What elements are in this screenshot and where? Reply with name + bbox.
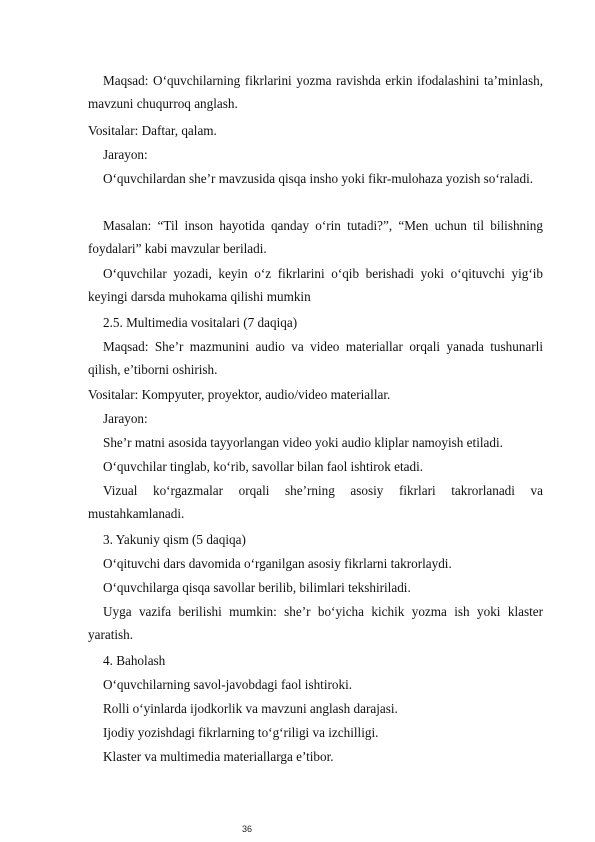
paragraph-cluster-attention: Klaster va multimedia materiallarga e’tibor. bbox=[103, 749, 334, 764]
paragraph-tools-computer: Vositalar: Kompyuter, proyektor, audio/video materiallar. bbox=[88, 387, 391, 402]
paragraph-short-questions: O‘quvchilarga qisqa savollar berilib, bilimlari tekshiriladi. bbox=[103, 580, 411, 595]
paragraph-example-topics: Masalan: “Til inson hayotida qanday o‘rin tutadi?”, “Men uchun til bilishning foydalari” kabi mavzular beriladi. bbox=[88, 218, 543, 256]
paragraph-tools-notebook: Vositalar: Daftar, qalam. bbox=[88, 123, 217, 138]
paragraph-homework: Uyga vazifa berilishi mumkin: she’r bo‘yicha kichik yozma ish yoki klaster yaratish. bbox=[88, 604, 543, 642]
paragraph-visual-aids: Vizual ko‘rgazmalar orqali she’rning asosiy fikrlari takrorlanadi va mustahkamlanadi. bbox=[88, 483, 543, 521]
paragraph-essay-task: O‘quvchilardan she’r mavzusida qisqa insho yoki fikr-mulohaza yozish so‘raladi. bbox=[103, 171, 534, 186]
paragraph-active-participation: O‘quvchilarning savol-javobdagi faol ishtiroki. bbox=[103, 677, 353, 692]
heading-assessment: 4. Baholash bbox=[103, 653, 166, 668]
heading-multimedia: 2.5. Multimedia vositalari (7 daqiqa) bbox=[103, 315, 298, 330]
paragraph-students-write: O‘quvchilar yozadi, keyin o‘z fikrlarini o‘qib berishadi yoki o‘qituvchi yig‘ib keyingi darsda muhokama qilishi mumkin bbox=[88, 266, 543, 304]
paragraph-role-play: Rolli o‘yinlarda ijodkorlik va mavzuni anglash darajasi. bbox=[103, 701, 398, 716]
paragraph-process-2: Jarayon: bbox=[103, 411, 148, 426]
paragraph-process-1: Jarayon: bbox=[103, 147, 148, 162]
page-number: 36 bbox=[242, 824, 253, 834]
paragraph-goal-multimedia: Maqsad: She’r mazmunini audio va video materiallar orqali yanada tushunarli qilish, e’tiborni oshirish. bbox=[88, 339, 543, 377]
paragraph-video-clips: She’r matni asosida tayyorlangan video yoki audio kliplar namoyish etiladi. bbox=[103, 435, 503, 450]
paragraph-creative-writing: Ijodiy yozishdagi fikrlarning to‘g‘riligi va izchilligi. bbox=[103, 725, 379, 740]
paragraph-students-listen: O‘quvchilar tinglab, ko‘rib, savollar bilan faol ishtirok etadi. bbox=[103, 459, 424, 474]
heading-final-part: 3. Yakuniy qism (5 daqiqa) bbox=[103, 532, 246, 547]
paragraph-teacher-repeats: O‘qituvchi dars davomida o‘rganilgan asosiy fikrlarni takrorlaydi. bbox=[103, 556, 452, 571]
paragraph-goal-writing: Maqsad: O‘quvchilarning fikrlarini yozma ravishda erkin ifodalashini ta’minlash, mavzuni chuqurroq anglash. bbox=[88, 73, 543, 111]
